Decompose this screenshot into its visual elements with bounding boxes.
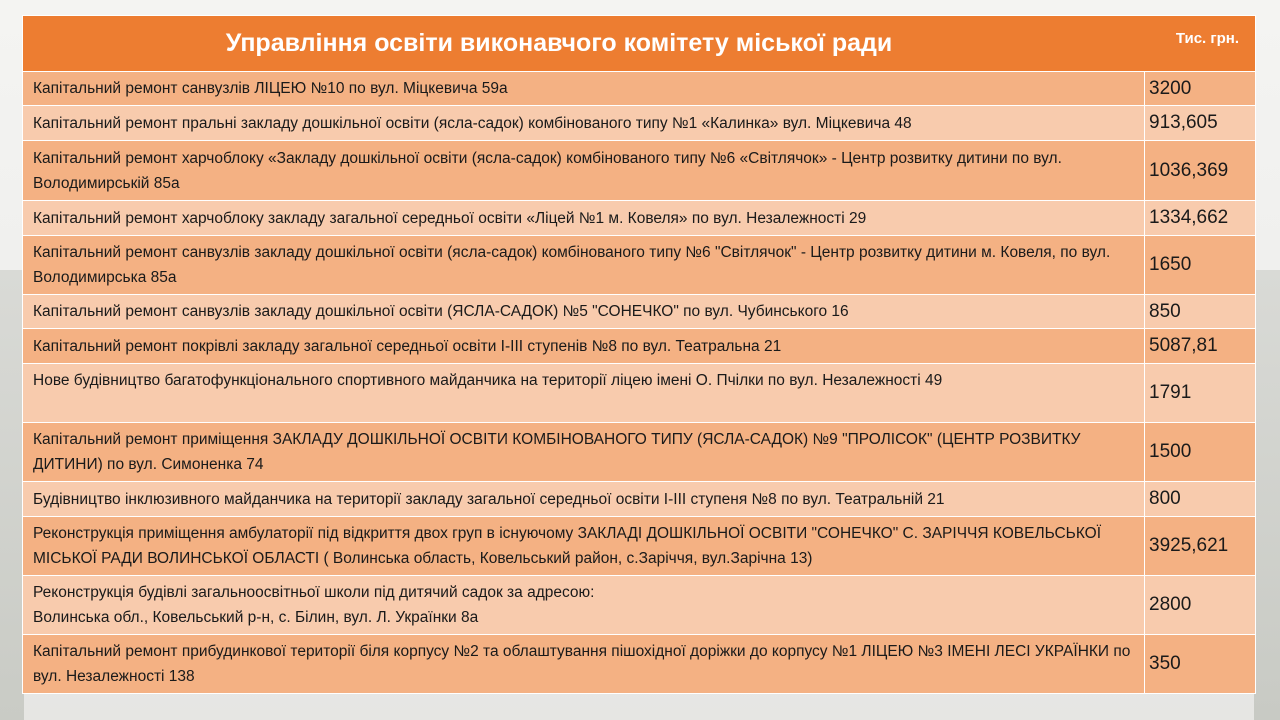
table-header-row: [23, 16, 1256, 72]
currency-unit-label: Тис. грн.: [1175, 30, 1240, 47]
table-row: [23, 201, 1256, 236]
table-row: [23, 236, 1256, 295]
row-amount: 1650: [1145, 236, 1256, 295]
row-amount: 350: [1145, 635, 1256, 694]
table-title: Управління освіти виконавчого комітету міської ради: [225, 29, 893, 57]
row-description: Капітальний ремонт пральні закладу дошкільної освіти (ясла-садок) комбінованого типу №1 «Калинка» вул. Міцкевича 48: [23, 106, 1145, 141]
row-description: Капітальний ремонт санвузлів ЛІЦЕЮ №10 по вул. Міцкевича 59а: [23, 72, 1145, 106]
row-amount: 800: [1145, 482, 1256, 517]
row-description: Будівництво інклюзивного майданчика на території закладу загальної середньої освіти І-ІІІ ступеня №8 по вул. Театральній 21: [23, 482, 1145, 517]
table-row: [23, 141, 1256, 201]
table-row: [23, 72, 1256, 106]
row-amount: 2800: [1145, 576, 1256, 635]
table-row: [23, 482, 1256, 517]
table-row: [23, 576, 1256, 635]
table-row: [23, 517, 1256, 576]
table-row: [23, 106, 1256, 141]
row-description: Капітальний ремонт харчоблоку закладу загальної середньої освіти «Ліцей №1 м. Ковеля» по вул. Незалежності 29: [23, 201, 1145, 236]
row-amount: 1500: [1145, 423, 1256, 482]
row-description: Капітальний ремонт приміщення ЗАКЛАДУ ДОШКІЛЬНОЇ ОСВІТИ КОМБІНОВАНОГО ТИПУ (ЯСЛА-САДОК) №9 "ПРОЛІСОК" (ЦЕНТР РОЗВИТКУ ДИТИНИ) по вул. Симоненка 74: [23, 423, 1145, 482]
row-amount: 850: [1145, 295, 1256, 329]
table-row: [23, 329, 1256, 364]
row-amount: 5087,81: [1145, 329, 1256, 364]
row-description: Реконструкція приміщення амбулаторії під відкриття двох груп в існуючому ЗАКЛАДІ ДОШКІЛЬНОЇ ОСВІТИ "СОНЕЧКО" С. ЗАРІЧЧЯ КОВЕЛЬСЬКОЇ МІСЬКОЇ РАДИ ВОЛИНСЬКОЇ ОБЛАСТІ ( Волинська область, Ковельський район, с.Заріччя, вул.Зарічна 13): [23, 517, 1145, 576]
row-amount: 3200: [1145, 72, 1256, 106]
row-amount: 3925,621: [1145, 517, 1256, 576]
background-left-strip: [0, 270, 24, 720]
row-amount: 1791: [1145, 364, 1256, 423]
row-description: Капітальний ремонт санвузлів закладу дошкільної освіти (ясла-садок) комбінованого типу №6 "Світлячок" - Центр розвитку дитини м. Ковеля, по вул. Володимирська 85а: [23, 236, 1145, 295]
row-description: Капітальний ремонт покрівлі закладу загальної середньої освіти І-ІІІ ступенів №8 по вул. Театральна 21: [23, 329, 1145, 364]
row-description: Капітальний ремонт прибудинкової території біля корпусу №2 та облаштування пішохідної доріжки до корпусу №1 ЛІЦЕЮ №3 ІМЕНІ ЛЕСІ УКРАЇНКИ по вул. Незалежності 138: [23, 635, 1145, 694]
table-header: [23, 16, 1256, 72]
row-description: Реконструкція будівлі загальноосвітньої школи під дитячий садок за адресою: Волинська обл., Ковельський р-н, с. Білин, вул. Л. Українки 8а: [23, 576, 1145, 635]
row-description: Нове будівництво багатофункціонального спортивного майданчика на території ліцею імені О. Пчілки по вул. Незалежності 49: [23, 364, 1145, 423]
table-row: [23, 635, 1256, 694]
background-right-strip: [1254, 270, 1280, 720]
table-row: [23, 423, 1256, 482]
row-amount: 1036,369: [1145, 141, 1256, 201]
row-amount: 913,605: [1145, 106, 1256, 141]
row-description: Капітальний ремонт харчоблоку «Закладу дошкільної освіти (ясла-садок) комбінованого типу №6 «Світлячок» - Центр розвитку дитини по вул. Володимирській 85а: [23, 141, 1145, 201]
table-row: [23, 364, 1256, 423]
row-amount: 1334,662: [1145, 201, 1256, 236]
table-row: [23, 295, 1256, 329]
budget-table: [22, 15, 1256, 694]
row-description: Капітальний ремонт санвузлів закладу дошкільної освіти (ЯСЛА-САДОК) №5 "СОНЕЧКО" по вул. Чубинського 16: [23, 295, 1145, 329]
